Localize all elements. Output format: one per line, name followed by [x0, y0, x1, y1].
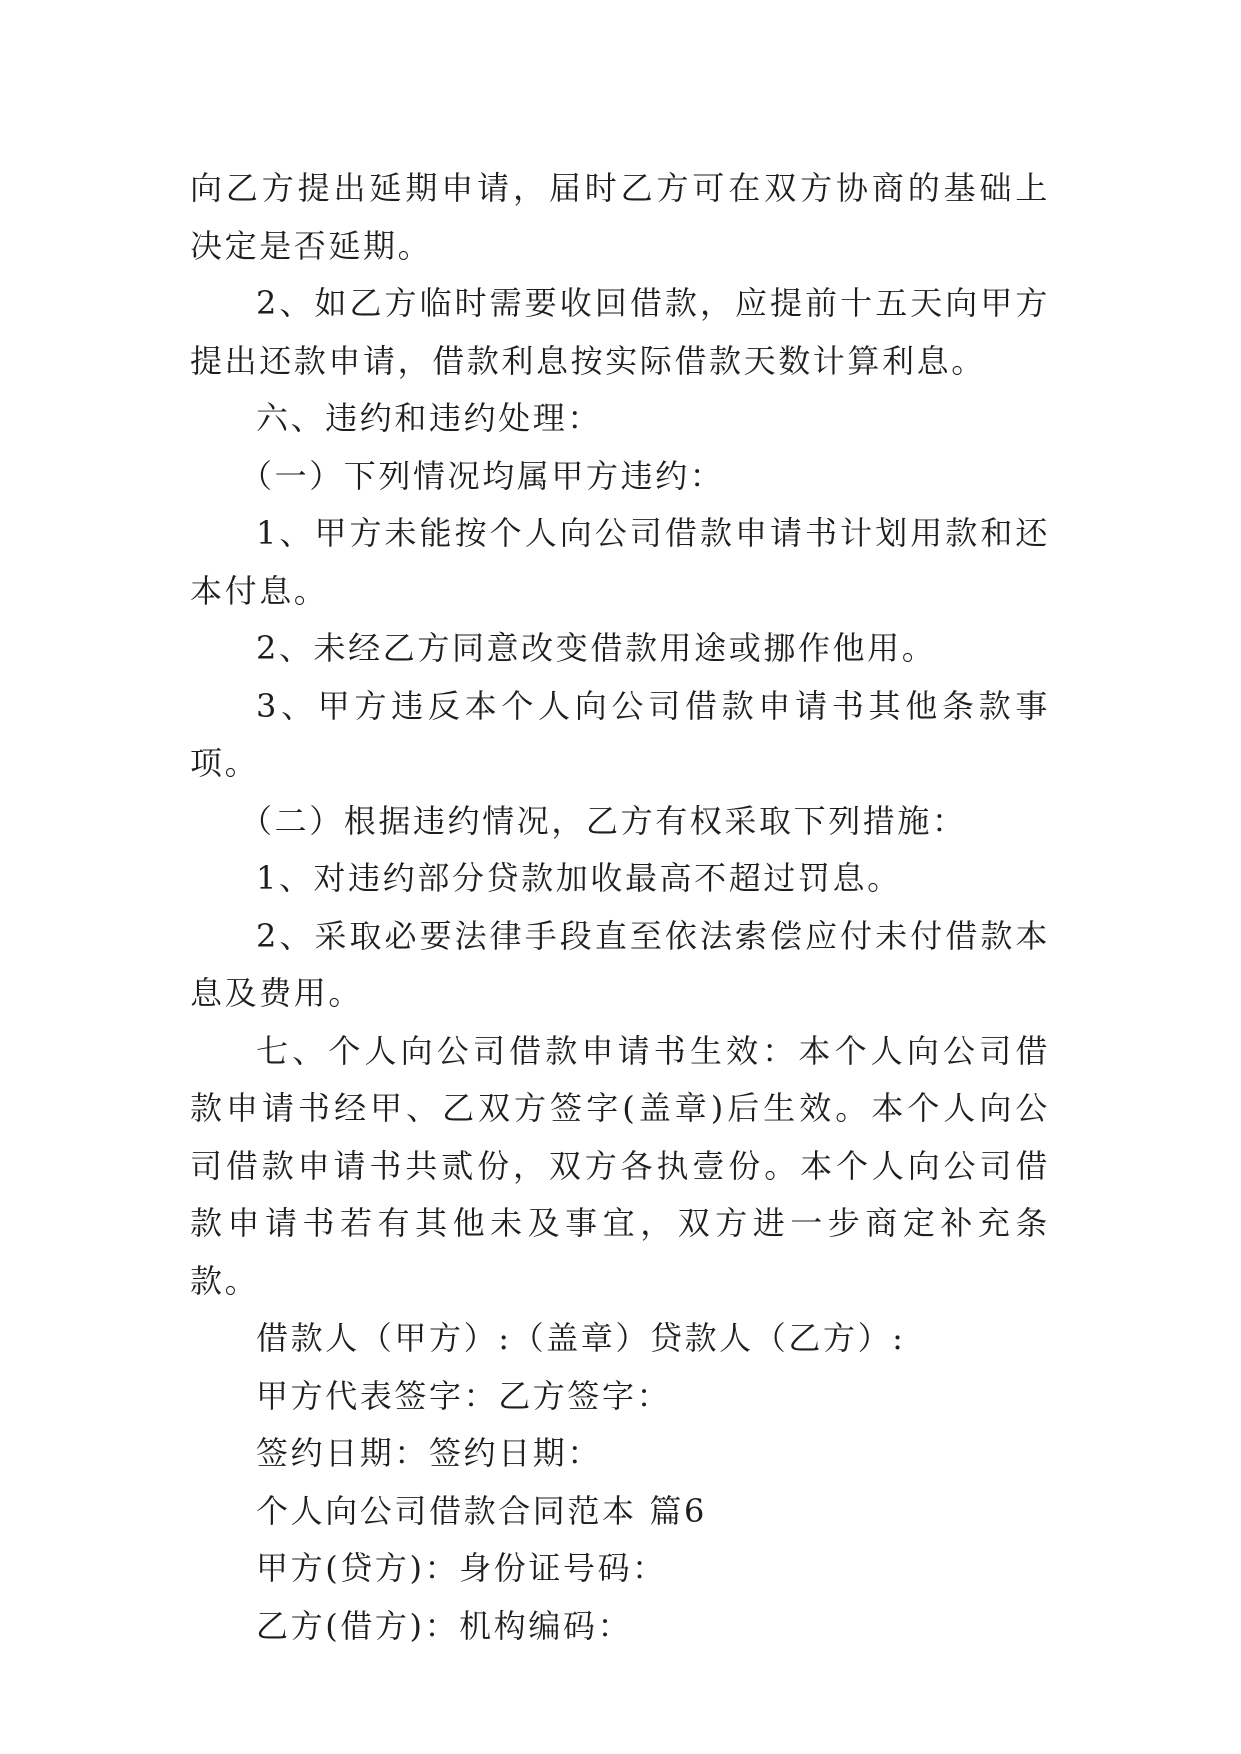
signature-line-parties: 借款人（甲方）:（盖章）贷款人（乙方）:	[256, 1319, 906, 1357]
list-item: 2、采取必要法律手段直至依法索偿应付未付借款本息及费用。	[190, 916, 1050, 1012]
document-body	[190, 160, 1050, 1655]
list-item: 1、甲方未能按个人向公司借款申请书计划用款和还本付息。	[190, 514, 1050, 610]
list-item: 3、甲方违反本个人向公司借款申请书其他条款事项。	[190, 686, 1050, 782]
list-item: 2、未经乙方同意改变借款用途或挪作他用。	[256, 629, 937, 667]
party-b-line: 乙方(借方)：机构编码：	[256, 1606, 633, 1645]
section-effective: 七、个人向公司借款申请书生效：本个人向公司借款申请书经甲、乙双方签字(盖章)后生效。本个人向公司借款申请书共贰份，双方各执壹份。本个人向公司借款申请书若有其他未及事宜，双方进一步商定补充条款。	[190, 1031, 1050, 1300]
subsection-heading: （一）下列情况均属甲方违约：	[240, 456, 725, 495]
contract-title: 个人向公司借款合同范本 篇6	[256, 1491, 707, 1530]
signature-line-signers: 甲方代表签字：乙方签字：	[256, 1376, 672, 1415]
section-heading-breach: 六、违约和违约处理：	[256, 399, 603, 437]
paragraph: 2、如乙方临时需要收回借款，应提前十五天向甲方提出还款申请，借款利息按实际借款天数计算利息。	[190, 284, 1050, 380]
signature-line-dates: 签约日期：签约日期：	[256, 1434, 603, 1472]
subsection-heading: （二）根据违约情况，乙方有权采取下列措施：	[240, 801, 967, 840]
list-item: 1、对违约部分贷款加收最高不超过罚息。	[256, 859, 902, 897]
party-a-line: 甲方(贷方)：身份证号码：	[256, 1549, 667, 1587]
paragraph: 向乙方提出延期申请，届时乙方可在双方协商的基础上决定是否延期。	[190, 169, 1050, 265]
